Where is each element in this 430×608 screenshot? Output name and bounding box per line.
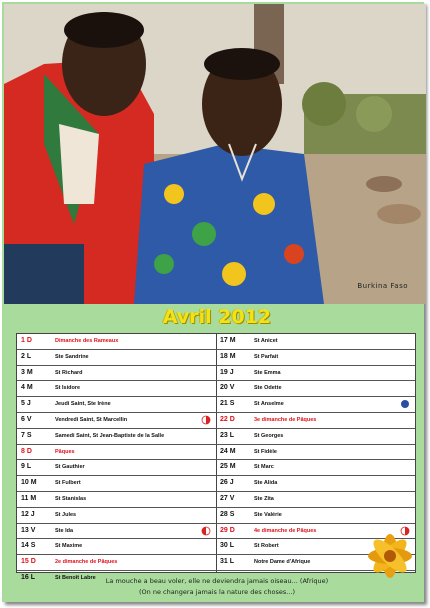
day-of-week: L [30,573,36,581]
day-number: 14 [21,542,29,550]
saint-name: St Benoît Labre [55,574,96,581]
saint-name: St Maxime [55,543,83,550]
day-number: 27 [220,494,228,502]
day-label [21,524,55,539]
moon-first-quarter-icon [201,415,211,425]
day-label [220,460,254,475]
day-label [21,413,55,428]
calendar-row [17,460,216,476]
calendar-column-left [17,334,217,581]
day-label [220,366,254,381]
day-number: 28 [220,510,228,518]
day-label [21,445,55,460]
day-of-week: M [26,384,33,392]
proverb-line-2: (On ne changera jamais la nature des choses...) [138,588,295,596]
day-label [220,539,254,554]
day-label [21,366,55,381]
day-label [220,555,254,570]
calendar-row [17,429,216,445]
calendar-row [216,460,415,476]
saint-name: St Marc [254,464,274,471]
proverb-line-1: La mouche a beau voler, elle ne deviendra jamais oiseau... (Afrique) [105,577,329,585]
day-number: 5 [21,400,25,408]
day-of-week: V [30,526,36,534]
calendar-row [216,397,415,413]
day-number: 22 [220,415,228,423]
day-number: 2 [21,352,25,360]
saint-name: 3e dimanche de Pâques [254,416,317,423]
saint-name: Samedi Saint, St Jean-Baptiste de la Salle [55,432,165,439]
day-of-week: S [26,431,32,439]
day-of-week: S [229,510,235,518]
day-label [220,476,254,491]
day-of-week: V [229,494,235,502]
day-label [220,413,254,428]
calendar-row [17,539,216,555]
day-of-week: V [26,415,32,423]
saint-name: St Anselme [254,401,284,408]
day-label [220,381,254,396]
day-of-week: J [30,510,35,518]
day-label [21,508,55,523]
day-number: 24 [220,447,228,455]
calendar-row [216,334,415,350]
calendar-row [216,381,415,397]
day-label [21,476,55,491]
day-label [220,508,254,523]
day-of-week: J [229,479,234,487]
calendar-row [17,350,216,366]
day-of-week: S [30,542,36,550]
saint-name: St Fulbert [55,480,81,487]
saint-name: 4e dimanche de Pâques [254,527,317,534]
calendar-row [216,366,415,382]
saint-name: St Richard [55,369,83,376]
day-label [220,492,254,507]
saint-name: Ste Sandrine [55,353,89,360]
day-of-week: L [229,431,235,439]
saint-name: Ste Odette [254,385,282,392]
calendar-row [17,524,216,540]
calendar-row [216,413,415,429]
day-of-week: L [26,463,32,471]
day-number: 3 [21,368,25,376]
day-label [21,539,55,554]
saint-name: St Stanislas [55,495,87,502]
calendar-row [216,429,415,445]
calendar-row [216,476,415,492]
calendar-row [17,445,216,461]
day-number: 15 [21,558,29,566]
day-of-week: V [229,384,235,392]
saint-name: Ste Zita [254,495,274,502]
day-of-week: L [229,542,235,550]
day-label [21,397,55,412]
photo [4,4,426,304]
day-of-week: L [26,352,32,360]
saint-name: St Fidèle [254,448,277,455]
day-number: 21 [220,400,228,408]
calendar-row [17,476,216,492]
saint-name: St Anicet [254,338,278,344]
calendar-row [17,413,216,429]
day-number: 7 [21,431,25,439]
day-number: 20 [220,384,228,392]
saint-name: St Jules [55,511,77,518]
day-number: 10 [21,479,29,487]
saint-name: St Gauthier [55,464,85,471]
day-of-week: J [229,368,234,376]
saint-name: St Robert [254,543,279,550]
day-label [21,350,55,365]
calendar-row [216,508,415,524]
day-number: 26 [220,479,228,487]
day-number: 9 [21,463,25,471]
calendar-row [17,492,216,508]
day-number: 1 [21,337,25,344]
day-label [21,555,55,570]
day-number: 13 [21,526,29,534]
saint-name: Jeudi Saint, Ste Irène [55,401,111,408]
day-of-week: D [30,558,36,566]
saint-name: St Parfait [254,353,279,360]
calendar-row [216,445,415,461]
calendar-row [17,366,216,382]
calendar-page [2,2,424,602]
day-of-week: D [229,526,235,534]
saint-name: Ste Emma [254,369,281,376]
day-label [220,429,254,444]
saint-name: Ste Ida [55,527,74,534]
saint-name: 2e dimanche de Pâques [55,559,118,566]
day-number: 19 [220,368,228,376]
day-label [220,397,254,412]
day-number: 23 [220,431,228,439]
calendar-row [17,397,216,413]
day-label [220,334,254,349]
new-moon-icon [400,399,410,409]
day-label [21,334,55,349]
calendar-row [216,350,415,366]
day-label [21,429,55,444]
day-number: 17 [220,337,228,344]
calendar-row [17,381,216,397]
day-label [220,524,254,539]
day-number: 11 [21,494,29,502]
flower-icon [364,530,416,582]
day-number: 18 [220,352,228,360]
day-of-week: M [26,368,33,376]
day-of-week: M [229,352,236,360]
saint-name: Dimanche des Rameaux [55,338,119,344]
day-of-week: L [229,558,235,566]
calendar-row [17,334,216,350]
day-number: 29 [220,526,228,534]
day-of-week: D [26,337,32,344]
page-title: Avril 2012 [162,306,272,328]
day-of-week: M [229,337,236,344]
day-number: 4 [21,384,25,392]
day-label [21,492,55,507]
saint-name: Vendredi Saint, St Marcellin [55,416,128,423]
day-number: 25 [220,463,228,471]
day-label [21,460,55,475]
saint-name: St Georges [254,432,284,439]
photo-illustration [4,4,426,304]
calendar-row [17,508,216,524]
day-of-week: D [229,415,235,423]
photo-caption: Burkina Faso [357,282,408,290]
day-number: 8 [21,447,25,455]
calendar-row [17,555,216,571]
day-number: 16 [21,573,29,581]
moon-last-quarter-icon [201,526,211,536]
day-label [220,445,254,460]
day-of-week: M [229,463,236,471]
day-number: 12 [21,510,29,518]
saint-name: Pâques [55,448,75,455]
saint-name: St Isidore [55,385,81,392]
day-label [21,381,55,396]
day-number: 6 [21,415,25,423]
day-of-week: J [26,400,31,408]
saint-name: Ste Valérie [254,511,282,518]
saint-name: Ste Alida [254,480,278,487]
day-of-week: M [229,447,236,455]
day-of-week: S [229,400,235,408]
day-of-week: D [26,447,32,455]
day-of-week: M [30,494,37,502]
saint-name: Notre Dame d'Afrique [254,559,311,566]
day-number: 30 [220,542,228,550]
day-label [220,350,254,365]
day-of-week: M [30,479,37,487]
day-number: 31 [220,558,228,566]
calendar-row [216,492,415,508]
